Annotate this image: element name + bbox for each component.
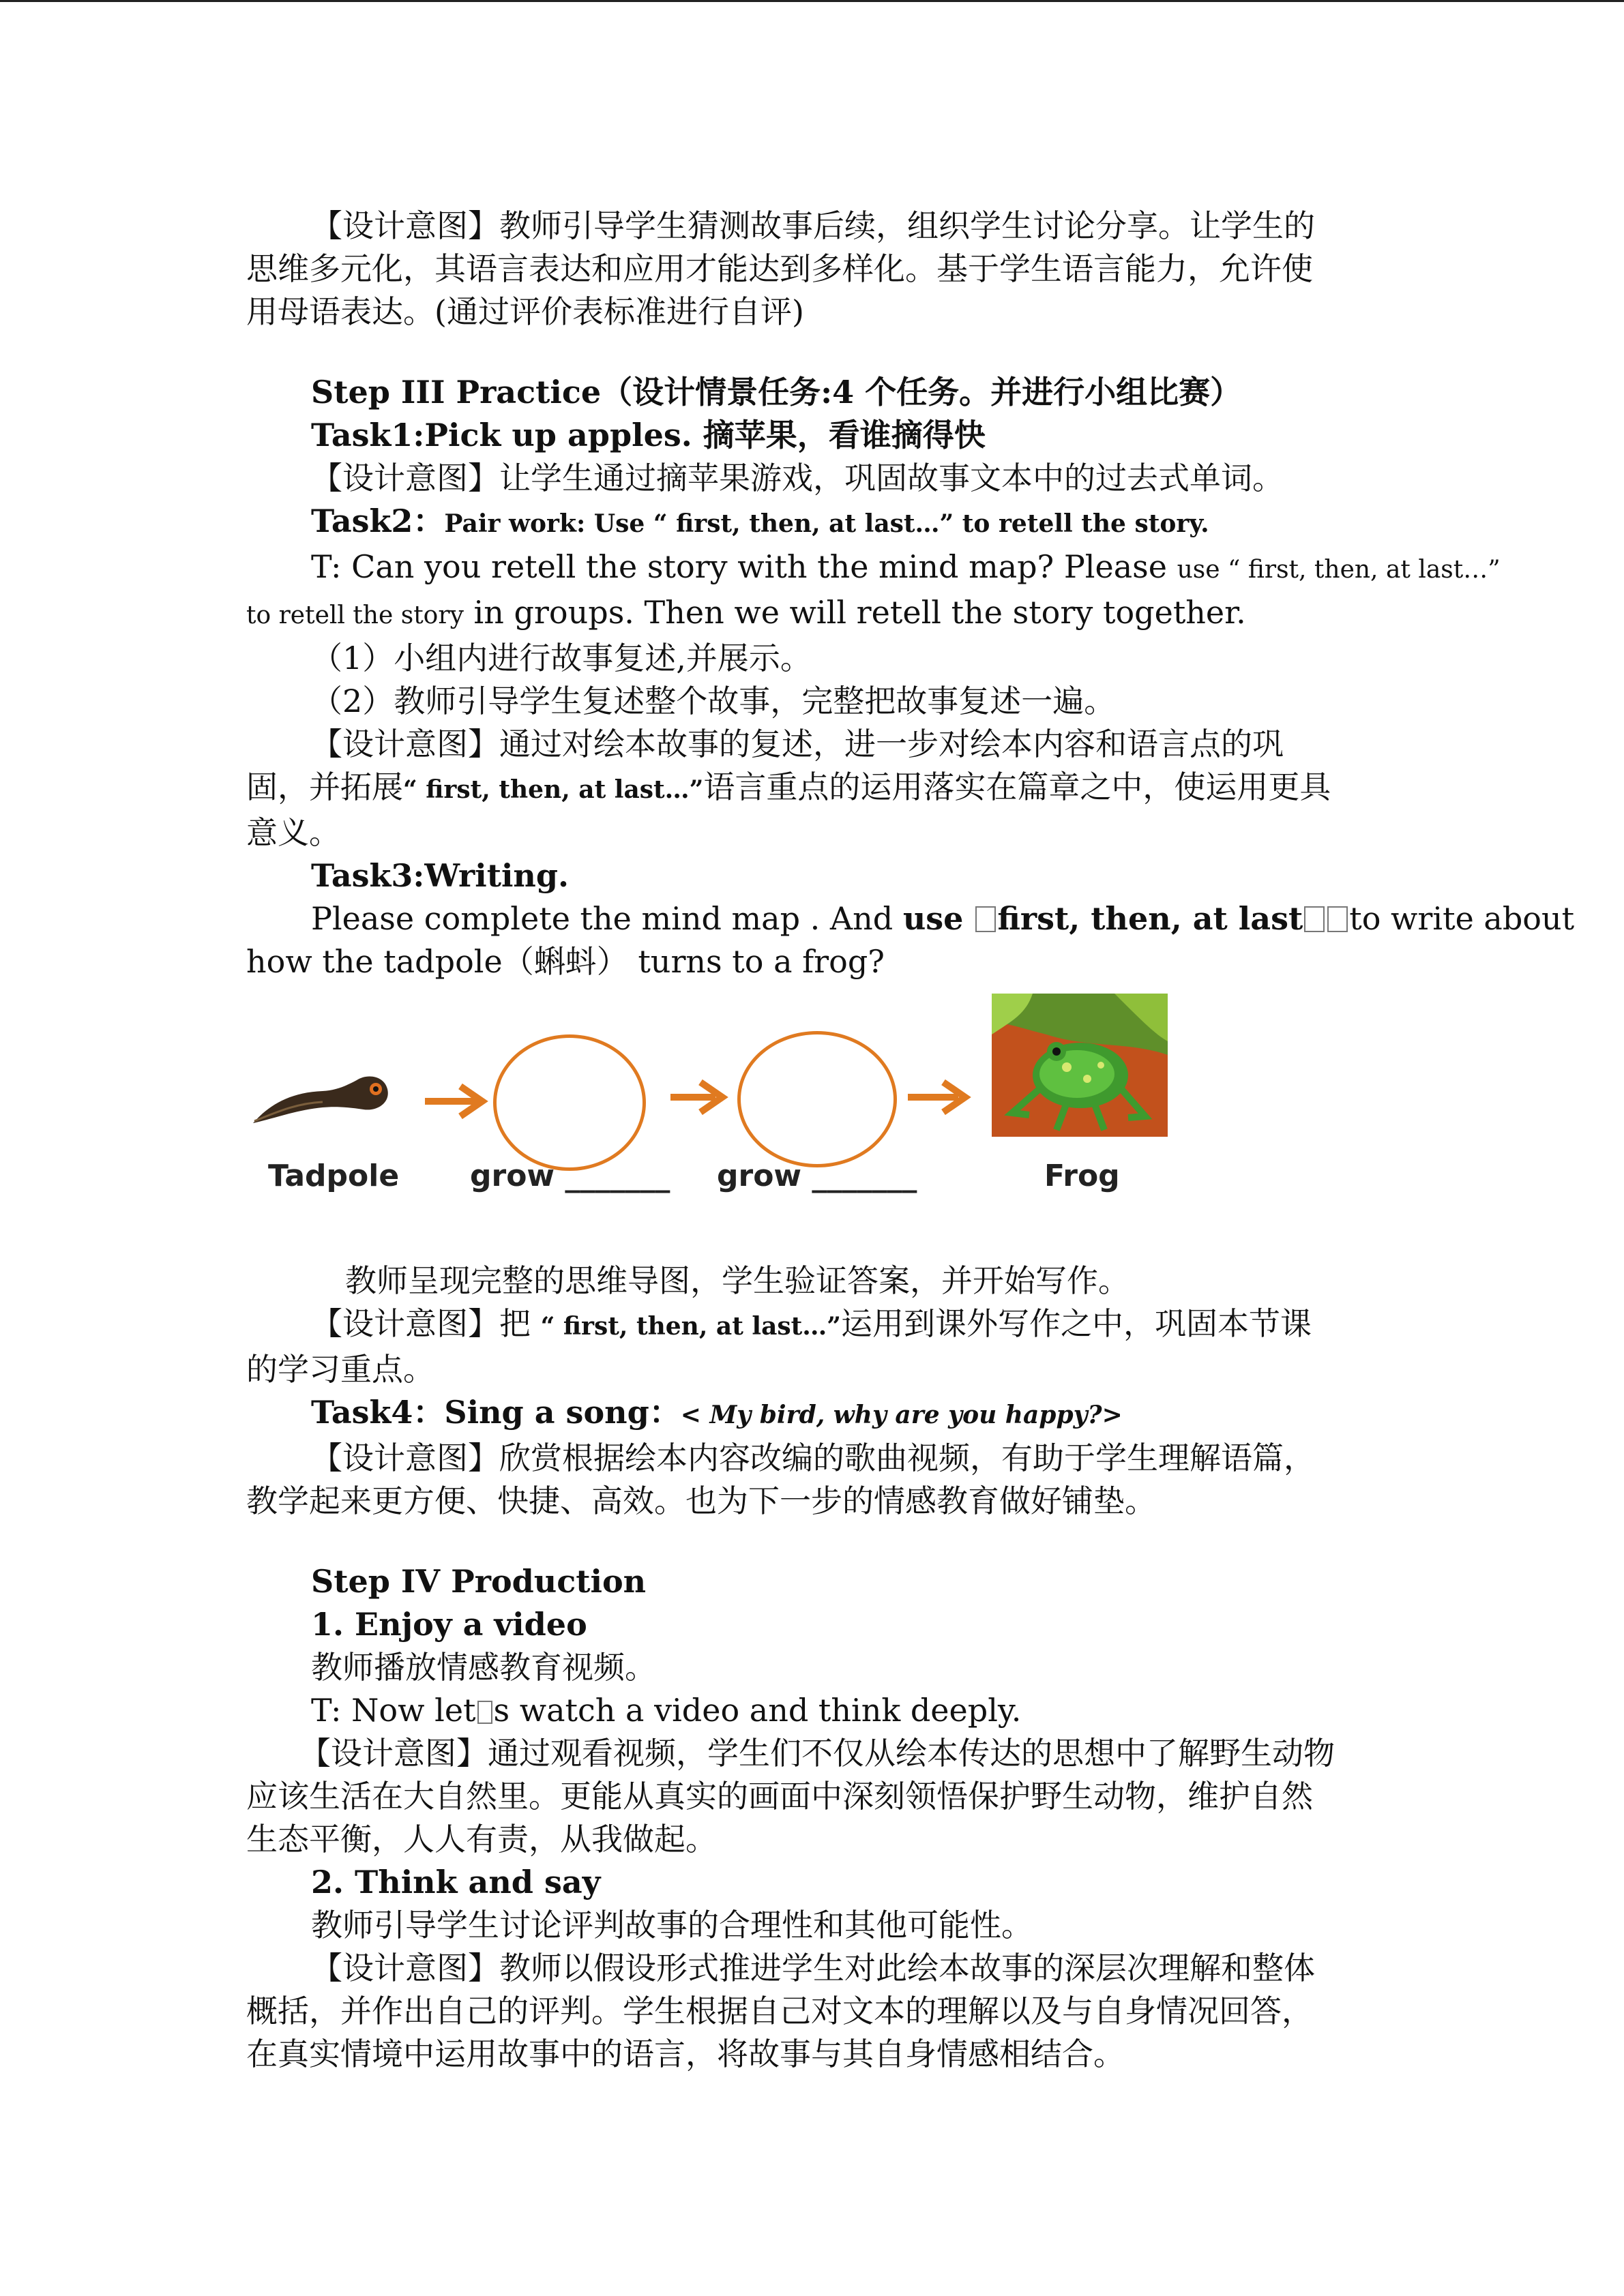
task2-heading: Task2：Pair work: Use “ first, then, at last…” to retell the story. <box>311 503 1209 539</box>
task2-step-2: （2）教师引导学生复述整个故事，完整把故事复述一遍。 <box>311 683 1116 719</box>
task3-heading: Task3:Writing. <box>311 857 570 894</box>
step4-item-2-text: 教师引导学生讨论评判故事的合理性和其他可能性。 <box>311 1907 1033 1943</box>
tadpole-mind-map <box>246 994 1378 1253</box>
task2-intent-line: 固，并拓展“ first, then, at last…”语言重点的运用落实在篇章之中，使运用更具 <box>246 769 1331 805</box>
missing-glyph-box <box>477 1701 492 1724</box>
task1-intent: 【设计意图】让学生通过摘苹果游戏，巩固故事文本中的过去式单词。 <box>311 460 1284 496</box>
blank-stage-oval <box>737 1031 897 1167</box>
mind-map-note: 教师呈现完整的思维导图，学生验证答案，并开始写作。 <box>345 1262 1130 1299</box>
step4-intent-line: 生态平衡，人人有责，从我做起。 <box>246 1821 717 1858</box>
step4-item-2-intent: 【设计意图】教师以假设形式推进学生对此绘本故事的深层次理解和整体 <box>311 1950 1315 1986</box>
task2-teacher-line: T: Can you retell the story with the mind map? Please use “ first, then, at last…” <box>311 548 1501 585</box>
task3-intent-line: 的学习重点。 <box>246 1351 434 1388</box>
tadpole-image <box>248 1058 391 1133</box>
step3-heading: Step III Practice（设计情景任务:4 个任务。并进行小组比赛） <box>311 374 1242 411</box>
intent-paragraph-line: 【设计意图】教师引导学生猜测故事后续，组织学生讨论分享。让学生的 <box>311 207 1315 244</box>
step4-intent-line: 应该生活在大自然里。更能从真实的画面中深刻领悟保护野生动物，维护自然 <box>246 1778 1313 1815</box>
task3-instruction-cont: how the tadpole（蝌蚪） turns to a frog? <box>246 943 885 980</box>
task4-heading: Task4：Sing a song：< My bird, why are you happy?> <box>311 1394 1123 1431</box>
task2-step-1: （1）小组内进行故事复述,并展示。 <box>311 640 812 676</box>
task4-intent-line: 【设计意图】欣赏根据绘本内容改编的歌曲视频，有助于学生理解语篇， <box>311 1440 1315 1476</box>
task3-intent-line: 【设计意图】把 “ first, then, at last…”运用到课外写作之中，巩固本节课 <box>311 1305 1312 1342</box>
grow-blank-label: grow _______ <box>717 1159 917 1193</box>
document-page <box>246 205 1575 2076</box>
step4-item-1: 1. Enjoy a video <box>311 1606 587 1643</box>
task2-intent-line: 意义。 <box>246 814 340 851</box>
task2-teacher-line-cont: to retell the story in groups. Then we will retell the story together. <box>246 594 1246 631</box>
step4-item-2-intent: 在真实情境中运用故事中的语言，将故事与其自身情感相结合。 <box>246 2036 1125 2072</box>
step4-item-2: 2. Think and say <box>311 1864 601 1900</box>
missing-glyph-box <box>1304 906 1325 932</box>
arrow-icon <box>668 1077 729 1118</box>
grow-blank-label: grow _______ <box>470 1159 670 1193</box>
step4-item-1-text: 教师播放情感教育视频。 <box>311 1649 656 1686</box>
arrow-icon <box>422 1081 490 1122</box>
blank-stage-oval <box>493 1034 646 1171</box>
step4-heading: Step IV Production <box>311 1563 647 1600</box>
step4-teacher-line: T: Now let s watch a video and think deeply. <box>311 1692 1022 1729</box>
frog-image <box>992 994 1168 1137</box>
step4-intent-line: 【设计意图】通过观看视频，学生们不仅从绘本传达的思想中了解野生动物 <box>299 1735 1335 1772</box>
task3-instruction: Please complete the mind map . And use first, then, at last to write about <box>311 900 1575 937</box>
step4-item-2-intent: 概括，并作出自己的评判。学生根据自己对文本的理解以及与自身情况回答， <box>246 1993 1313 2029</box>
intent-paragraph-line: 用母语表达。(通过评价表标准进行自评) <box>246 293 804 330</box>
intent-paragraph-line: 思维多元化，其语言表达和应用才能达到多样化。基于学生语言能力，允许使 <box>246 250 1313 287</box>
arrow-icon <box>905 1077 973 1118</box>
missing-glyph-box <box>1327 906 1348 932</box>
task4-intent-line: 教学起来更方便、快捷、高效。也为下一步的情感教育做好铺垫。 <box>246 1482 1156 1519</box>
frog-label: Frog <box>1044 1159 1120 1193</box>
missing-glyph-box <box>975 906 996 932</box>
task2-intent-line: 【设计意图】通过对绘本故事的复述，进一步对绘本内容和语言点的巩 <box>311 726 1284 762</box>
task1-heading: Task1:Pick up apples. 摘苹果，看谁摘得快 <box>311 417 986 453</box>
page-top-border <box>0 0 1624 2</box>
tadpole-label: Tadpole <box>268 1159 400 1193</box>
